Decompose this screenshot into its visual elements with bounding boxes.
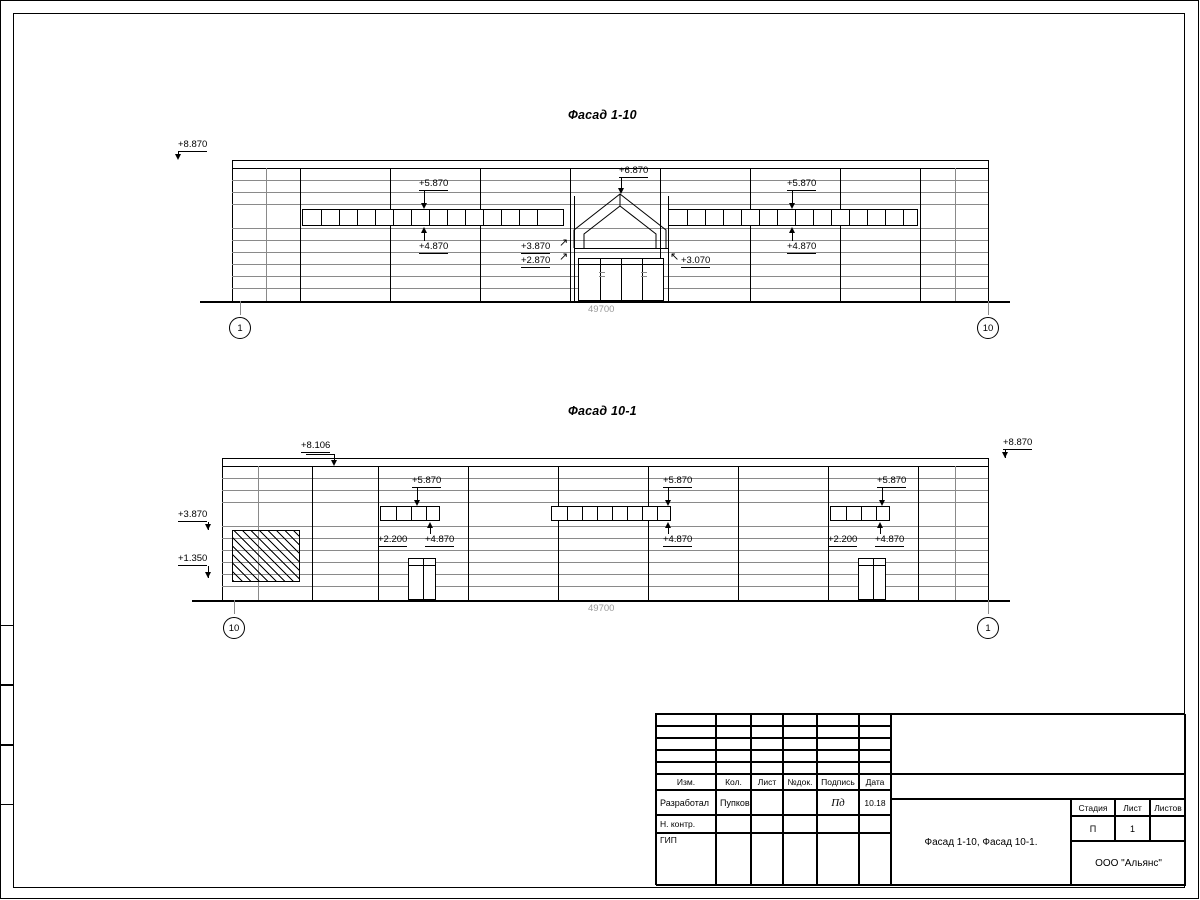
tb-blank [859, 738, 891, 750]
facade-2-panel-line [222, 526, 988, 527]
tb-blank [716, 750, 751, 762]
tb-blank [716, 726, 751, 738]
facade-1-door-handle [599, 276, 605, 277]
facade-1-parapet-line [232, 168, 988, 169]
facade-1-door-transom [578, 264, 664, 265]
tb-blank [859, 714, 891, 726]
facade-2-window-band-3 [830, 506, 890, 521]
facade-1-roof-line [232, 160, 988, 161]
facade-2-roof-line [222, 458, 988, 459]
facade-2-axis-left-leader [234, 600, 235, 614]
facade-1-ground-line [200, 301, 1010, 303]
tb-blank [751, 714, 783, 726]
facade-2-pilaster [648, 466, 649, 600]
facade-2-door-right-transom [858, 565, 886, 566]
mark-5870-1-label: +5.870 [412, 475, 442, 486]
tb-signature-gip [817, 833, 859, 886]
facade-2-pilaster [918, 466, 919, 600]
facade-1-door-handle [641, 272, 647, 273]
facade-2-pilaster [738, 466, 739, 600]
tb-header-data: Дата [859, 774, 891, 790]
tb-blank [817, 750, 859, 762]
mark-3070-arrow: ↖ [670, 251, 680, 263]
mark-8870-right-label: +8.870 [1003, 437, 1033, 448]
tb-header-ndok: №док. [783, 774, 817, 790]
tb-date-nkontr [859, 815, 891, 833]
facade-1-title: Фасад 1-10 [568, 108, 637, 122]
tb-list-nkontr [751, 815, 783, 833]
axis-bubble-10-b: 10 [223, 617, 245, 639]
tb-value-stadiya: П [1071, 816, 1115, 841]
tb-blank [817, 714, 859, 726]
mark-2870-center-arrow: ↗ [559, 251, 569, 263]
facade-1-pilaster [390, 168, 391, 301]
tb-role-gip: ГИП [656, 833, 716, 886]
mark-2200-1-label: +2.200 [378, 534, 408, 545]
tb-header-kol: Кол. [716, 774, 751, 790]
left-margin-stub-3 [0, 745, 14, 805]
mark-3870-left-label: +3.870 [178, 509, 208, 520]
facade-2-ground-line [192, 600, 1010, 602]
tb-ndok-gip [783, 833, 817, 886]
tb-date-razrabotal: 10.18 [859, 790, 891, 815]
facade-1-pilaster [920, 168, 921, 301]
facade-1-panel-line [232, 252, 988, 253]
facade-1-pilaster [480, 168, 481, 301]
facade-2-hatched-block [232, 530, 300, 582]
facade-1-portico-roof [572, 190, 672, 250]
tb-blank [751, 750, 783, 762]
facade-1-panel-joint [266, 168, 267, 301]
tb-blank [859, 762, 891, 774]
facade-1-pilaster [750, 168, 751, 301]
tb-blank [859, 750, 891, 762]
tb-drawing-name: Фасад 1-10, Фасад 10-1. [891, 799, 1071, 886]
mark-5870-3-label: +5.870 [877, 475, 907, 486]
facade-2-pilaster [468, 466, 469, 600]
mark-3870-center-label: +3.870 [521, 241, 551, 252]
facade-2-parapet-line [222, 466, 988, 467]
facade-1-left-edge [232, 160, 233, 301]
tb-header-list: Лист [751, 774, 783, 790]
facade-1-axis-left-leader [240, 301, 241, 315]
tb-value-listov [1150, 816, 1186, 841]
mark-3070-label: +3.070 [681, 255, 711, 266]
facade-2-window-band-2 [551, 506, 671, 521]
facade-1-panel-line [232, 180, 988, 181]
mark-5870-right-arrow [789, 203, 795, 209]
tb-blank [751, 726, 783, 738]
tb-date-gip [859, 833, 891, 886]
facade-2-axis-right-leader [988, 600, 989, 614]
mark-4870-3-label: +4.870 [875, 534, 905, 545]
facade-1-overall-dim: 49700 [588, 304, 615, 315]
tb-blank [751, 738, 783, 750]
axis-bubble-1: 1 [229, 317, 251, 339]
title-block [655, 713, 1185, 885]
tb-header-izm: Изм. [656, 774, 716, 790]
tb-header-listov: Листов [1150, 799, 1186, 816]
mark-4870-3-arrow [877, 522, 883, 528]
tb-role-nkontr: Н. контр. [656, 815, 716, 833]
tb-blank [716, 762, 751, 774]
mark-8106-arrow [331, 460, 337, 466]
left-margin-stub-1 [0, 625, 14, 685]
mark-5870-left-label: +5.870 [419, 178, 449, 189]
mark-3870-left-arrow [205, 524, 211, 530]
tb-header-stadiya: Стадия [1071, 799, 1115, 816]
facade-2-panel-line [222, 490, 988, 491]
mark-4870-2-label: +4.870 [663, 534, 693, 545]
tb-blank [656, 738, 716, 750]
tb-blank [656, 726, 716, 738]
facade-2-panel-line [222, 538, 988, 539]
mark-5870-left-arrow [421, 203, 427, 209]
mark-8870-right-arrow [1002, 452, 1008, 458]
facade-1-right-edge [988, 160, 989, 301]
facade-2-right-edge [988, 458, 989, 600]
mark-3870-center-arrow: ↗ [559, 237, 569, 249]
facade-2-pilaster [378, 466, 379, 600]
tb-blank [783, 750, 817, 762]
tb-signature-razrabotal: Пд [817, 790, 859, 815]
tb-name-razrabotal: Пупков [716, 790, 751, 815]
facade-1-pilaster [300, 168, 301, 301]
tb-role-razrabotal: Разработал [656, 790, 716, 815]
mark-4870-right-arrow [789, 227, 795, 233]
mark-5870-3-arrow [879, 500, 885, 506]
tb-name-nkontr [716, 815, 751, 833]
tb-blank [817, 738, 859, 750]
tb-top-right-blank [891, 714, 1186, 774]
mark-4870-left-arrow [421, 227, 427, 233]
tb-blank [817, 762, 859, 774]
facade-2-pilaster [828, 466, 829, 600]
tb-upper-right-blank [891, 774, 1186, 799]
left-margin-stub-2 [0, 685, 14, 745]
tb-blank [783, 738, 817, 750]
facade-2-door-left-transom [408, 565, 436, 566]
mark-8106-leader-h [306, 454, 334, 455]
facade-2-panel-line [222, 502, 988, 503]
facade-1-axis-right-leader [988, 301, 989, 315]
mark-4870-right-label: +4.870 [787, 241, 817, 252]
tb-blank [716, 738, 751, 750]
tb-header-list2: Лист [1115, 799, 1150, 816]
mark-4870-2-arrow [665, 522, 671, 528]
facade-1-door-handle [641, 276, 647, 277]
tb-blank [859, 726, 891, 738]
tb-company: ООО "Альянс" [1071, 841, 1186, 886]
facade-2-title: Фасад 10-1 [568, 404, 637, 418]
mark-8106-label: +8.106 [301, 440, 331, 451]
facade-2-left-edge [222, 458, 223, 600]
mark-5870-right-label: +5.870 [787, 178, 817, 189]
facade-1-window-band-right [668, 209, 918, 226]
tb-list-gip [751, 833, 783, 886]
facade-2-panel-line [222, 478, 988, 479]
facade-2-overall-dim: 49700 [588, 603, 615, 614]
tb-blank [751, 762, 783, 774]
axis-bubble-10: 10 [977, 317, 999, 339]
tb-blank [656, 714, 716, 726]
mark-6870-arrow [618, 188, 624, 194]
mark-1350-label: +1.350 [178, 553, 208, 564]
mark-5870-2-arrow [665, 500, 671, 506]
facade-1-pilaster [840, 168, 841, 301]
facade-1-pilaster [570, 168, 571, 301]
facade-1-window-band-left [302, 209, 564, 226]
facade-2-panel-line [222, 550, 988, 551]
facade-1-door-handle [599, 272, 605, 273]
tb-name-gip [716, 833, 751, 886]
mark-2200-2-label: +2.200 [828, 534, 858, 545]
facade-2-panel-joint [955, 466, 956, 600]
tb-header-podpis: Подпись [817, 774, 859, 790]
facade-2-hatched-block-top [232, 530, 300, 531]
tb-value-list: 1 [1115, 816, 1150, 841]
mark-8870-arrow [175, 154, 181, 160]
mark-8870-label: +8.870 [178, 139, 208, 150]
mark-4870-left-label: +4.870 [419, 241, 449, 252]
tb-blank [817, 726, 859, 738]
mark-4870-1-label: +4.870 [425, 534, 455, 545]
tb-blank [783, 762, 817, 774]
facade-2-window-band-1 [380, 506, 440, 521]
mark-5870-2-label: +5.870 [663, 475, 693, 486]
facade-2-pilaster [558, 466, 559, 600]
mark-6870-label: +6.870 [619, 165, 649, 176]
mark-1350-arrow [205, 572, 211, 578]
tb-blank [656, 750, 716, 762]
tb-blank [783, 726, 817, 738]
tb-ndok-nkontr [783, 815, 817, 833]
tb-signature-nkontr [817, 815, 859, 833]
tb-blank [716, 714, 751, 726]
tb-ndok-razrabotal [783, 790, 817, 815]
tb-blank [783, 714, 817, 726]
mark-5870-1-arrow [414, 500, 420, 506]
tb-blank [656, 762, 716, 774]
mark-4870-1-arrow [427, 522, 433, 528]
tb-list-razrabotal [751, 790, 783, 815]
mark-2870-center-label: +2.870 [521, 255, 551, 266]
facade-1-panel-joint [955, 168, 956, 301]
facade-2-pilaster [312, 466, 313, 600]
axis-bubble-1-b: 1 [977, 617, 999, 639]
